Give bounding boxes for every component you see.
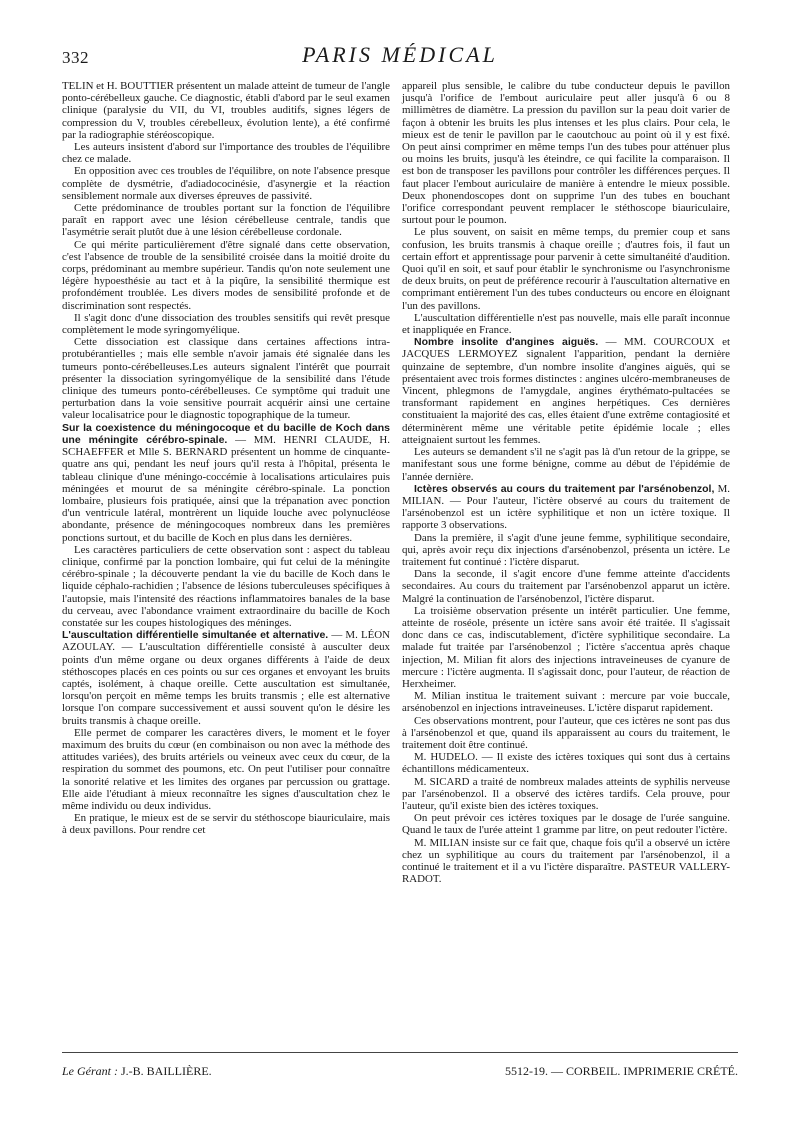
paragraph — [62, 629, 390, 727]
printer-line: 5512-19. — CORBEIL. IMPRIMERIE CRÉTÉ. — [505, 1064, 738, 1078]
footer-rule — [62, 1052, 738, 1053]
paragraph — [402, 690, 730, 714]
paragraph-text: appareil plus sensible, le calibre du tube conducteur depuis le pavillon jusqu'à l'orifice de l'embout auriculaire peut aller jusqu'à 6 ou 8 millimètres de diamètre. La pression du pavillon sur la peau doit varier de façon à obtenir les bruits les plus intenses et les plus clairs. Pour cela, le mieux est de tenir le pavillon par le caoutchouc au point où il y est fixé. On peut ainsi comprimer en même temps l'un des tubes pour atténuer plus ou moins les bruits, jusqu'à les éteindre, ce qui facilite la comparaison. Il est bon de transposer les pavillons pour contrôler les différences perçues. Il faut placer l'embout auriculaire de manière à entendre le mieux possible. Deux phonendoscopes dont on supprime l'un des tubes en bouchant l'orifice correspondant peuvent remplacer le stéthoscope biauriculaire, surtout pour le poumon. — [402, 80, 730, 227]
page-number: 332 — [62, 48, 89, 67]
paragraph-text: — M. LÉON AZOULAY. — L'auscultation différentielle consisté à ausculter deux points d'un même organe ou deux organes différents à l'aide de deux stéthoscopes placés en ces points ou sur ces organes et envoyant les bruits captés, isolément, à chaque oreille. Cette auscultation est simultanée, lorsqu'on perçoit en même temps les bruits transmis ; elle est alternative lorsque l'on compare successivement et aussi souvent qu'on le désire les bruits transmis à chaque oreille. — [62, 629, 391, 727]
section-lead: L'auscultation différentielle simultanée et alternative. — [62, 629, 329, 642]
paragraph — [62, 80, 390, 141]
paragraph — [62, 422, 390, 544]
paragraph — [402, 312, 730, 336]
paragraph — [402, 751, 730, 775]
section-lead: Nombre insolite d'angines aiguës. — [414, 336, 599, 349]
paragraph-text: Ce qui mérite particulièrement d'être signalé dans cette observation, c'est l'absence de trouble de la sensibilité croisée dans la moitié droite du corps, prédominant au membre supérieur. Tandis qu'on note seulement une légère hypoesthésie au tact et à la piqûre, la sensibilité thermique est profondément troublée. Les divers modes de sensibilité profonde et de discrimination sont respectés. — [62, 238, 390, 312]
paragraph — [402, 715, 730, 752]
section-lead: Ictères observés au cours du traitement par l'arsénobenzol, — [414, 482, 715, 495]
paragraph — [62, 165, 390, 202]
gerant-label: Le Gérant : — [62, 1064, 118, 1078]
paragraph-text: — MM. HENRI CLAUDE, H. SCHAEFFER et Mlle S. BERNARD présentent un homme de cinquante-quatre ans qui, pendant les neuf jours qu'il resta à l'hôpital, présenta le tableau clinique d'une méningo-coccémie à localisations articulaires puis méningées et mourut de sa méningite cérébro-spinale. La ponction lombaire, plusieurs fois pratiquée, ainsi que la trépanation avec ponction d'un ventricule latéral, montrèrent un liquide louche avec polynucléose abondante, présence de méningocoques nombreux dans les premières ponctions surtout, et du bacille de Koch en plus dans les dernières. — [62, 433, 391, 544]
paragraph — [62, 812, 390, 836]
paragraph-text: En pratique, le mieux est de se servir du stéthoscope biauriculaire, mais à deux pavillons. Pour rendre cet — [62, 812, 390, 837]
paragraph-text: L'auscultation différentielle n'est pas nouvelle, mais elle paraît inconnue et inappliquée en France. — [402, 311, 730, 337]
paragraph-text: — MM. COURCOUX et JACQUES LERMOYEZ signalent l'apparition, pendant la dernière quinzaine de septembre, d'un nombre insolite d'angines aiguës, qui se présentaient avec trois formes distinctes : angines ulcéro-membraneuses de Vincent, phlegmons de l'amygdale, angines érythémato-pultacées se transformant rapidement en angines herpétiques. Ces dernières constituaient la majorité des cas, elles étaient d'une extrême contagiosité et déterminèrent même une véritable petite épidémie locale ; elles atteignaient surtout les femmes. — [402, 336, 730, 446]
running-title: PARIS MÉDICAL — [302, 42, 498, 67]
paragraph — [402, 336, 730, 446]
paragraph-text: M. SICARD a traité de nombreux malades atteints de syphilis nerveuse par l'arsénobenzol. Il a observé des ictères tardifs. Cela prouve, pour l'auteur, qu'il existe bien des ictères toxiques. — [402, 775, 730, 812]
paragraph — [62, 727, 390, 812]
paragraph — [402, 483, 730, 532]
paragraph-text: TELIN et H. BOUTTIER présentent un malade atteint de tumeur de l'angle ponto-cérébelleux gauche. Ce diagnostic, établi d'abord par le seul examen clinique (paralysie du VII, du VI, troubles auditifs, signes légers de compression du V, troubles cérebelleux, évolution lente), a été confirmé par la radiographie stéréoscopique. — [62, 80, 390, 141]
paragraph — [402, 226, 730, 311]
paragraph — [62, 336, 390, 421]
page-header — [62, 40, 738, 74]
paragraph-text: Les auteurs insistent d'abord sur l'importance des troubles de l'équilibre chez ce malade. — [62, 141, 390, 166]
paragraph — [402, 837, 730, 886]
right-column — [402, 80, 730, 885]
paragraph — [62, 202, 390, 239]
paragraph — [62, 141, 390, 165]
section-lead: Sur la coexistence du méningocoque et du bacille de Koch dans une méningite cérébro-spinale. — [62, 421, 390, 446]
paragraph-text: Elle permet de comparer les caractères divers, le moment et le foyer maximum des bruits du cœur (en combinaison ou non avec la méthode des attitudes variées), des bruits artériels ou veineux avec ceux du cœur, de la respiration du sommet des poumons, etc. On peut l'utiliser pour connaître la sonorité relative et les limites des organes par percussion ou grattage. Elle aide l'étudiant à mieux reconnaître les signes d'auscultation chez le même individu ou deux individus. — [62, 726, 390, 812]
paragraph — [62, 239, 390, 312]
gerant-name: J.-B. BAILLIÈRE. — [121, 1064, 212, 1078]
paragraph-text: M. MILIAN. — Pour l'auteur, l'ictère observé au cours du traitement de l'arsénobenzol est un ictère syphilitique et non un ictère toxique. Il rapporte 3 observations. — [402, 482, 730, 532]
paragraph-text: On peut prévoir ces ictères toxiques par le dosage de l'urée sanguine. Quand le taux de l'urée atteint 1 gramme par litre, on peut redouter l'ictère. — [402, 812, 730, 837]
paragraph-text: Cette prédominance de troubles portant sur la fonction de l'équilibre paraît en rapport avec une lésion cérébelleuse centrale, tandis que l'asymétrie serait plutôt due à une lésion cérébelleuse cordonale. — [62, 202, 390, 239]
paragraph — [402, 776, 730, 813]
paragraph — [402, 532, 730, 569]
paragraph — [402, 80, 730, 226]
paragraph — [62, 544, 390, 629]
paragraph — [402, 568, 730, 605]
paragraph — [402, 812, 730, 836]
paragraph — [62, 312, 390, 336]
paragraph-text: M. MILIAN insiste sur ce fait que, chaque fois qu'il a observé un ictère chez un syphilitique au cours du traitement par l'arsénobenzol, il a continué le traitement et il a vu l'ictère disparaître. PASTEUR VALLERY-RADOT. — [402, 836, 730, 886]
paragraph-text: Dans la première, il s'agit d'une jeune femme, syphilitique secondaire, qui, après avoir reçu dix injections d'arsénobenzol, présenta un ictère. Le traitement fut continué : l'ictère disparut. — [402, 531, 730, 568]
gerant-line — [62, 1064, 212, 1079]
paragraph — [402, 605, 730, 690]
paragraph-text: M. HUDELO. — Il existe des ictères toxiques qui sont dus à certains échantillons médicamenteux. — [402, 751, 730, 776]
paragraph-text: M. Milian institua le traitement suivant : mercure par voie buccale, arsénobenzol en injections intraveineuses. L'ictère disparut rapidement. — [402, 690, 730, 715]
paragraph-text: En opposition avec ces troubles de l'équilibre, on note l'absence presque complète de dysmétrie, d'adiadococinésie, d'asynergie et la réaction sensiblement normale aux diverses épreuves de passivité. — [62, 165, 390, 202]
paragraph-text: Cette dissociation est classique dans certaines affections intra-protubérantielles ; mais elle semble n'avoir jamais été signalée dans les tumeurs ponto-cérébelleuses.Les auteurs signalent l'intérêt que pourrait présenter la dissociation syringomyélique de la sensibilité dans l'étude clinique des tumeurs ponto-cérébelleuses. Ce symptôme qui traduit une perturbation dans la voie sensitive pourrait acquérir ainsi une certaine valeur localisatrice pour le diagnostic topographique de la tumeur. — [62, 336, 390, 422]
paragraph-text: La troisième observation présente un intérêt particulier. Une femme, atteinte de roséole, présente un ictère sans avoir été traitée. Il s'agissait donc dans ce cas, indiscutablement, d'ictère syphilitique secondaire. La malade fut traitée par l'arsénobenzol ; l'ictère s'accentua après chaque injection, M. Milian fit alors des injections intraveineuses de cyanure de mercure : l'ictère augmenta. Il s'agissait donc, pour l'auteur, de réaction de Herxheimer. — [402, 604, 730, 690]
paragraph-text: Les caractères particuliers de cette observation sont : aspect du tableau clinique, confirmé par la ponction lombaire, qui fut celui de la méningite cérébro-spinale ; la découverte pendant la vie du bacille de Koch dans le liquide céphalo-rachidien ; l'absence de lésions tuberculeuses spécifiques à l'autopsie, mais l'intensité des réactions inflammatoires banales de la base du cerveau, avec l'abondance vraiment extraordinaire du bacille de Koch constatée sur les coupes histologiques des méninges. — [62, 543, 390, 629]
paragraph-text: Les auteurs se demandent s'il ne s'agit pas là d'un retour de la grippe, se manifestant sous une forme bénigne, comme au début de l'épidémie de l'année dernière. — [402, 446, 730, 483]
paragraph-text: Ces observations montrent, pour l'auteur, que ces ictères ne sont pas dus à l'arsénobenzol et que, quand ils apparaissent au cours du traitement, le traitement doit être continué. — [402, 714, 730, 751]
left-column — [62, 80, 390, 837]
paragraph-text: Il s'agit donc d'une dissociation des troubles sensitifs qui revêt presque complètement le mode syringomyélique. — [62, 311, 390, 337]
paragraph — [402, 446, 730, 483]
paragraph-text: Dans la seconde, il s'agit encore d'une femme atteinte d'accidents secondaires. Au cours du traitement par l'arsénobenzol apparut un ictère. Malgré la continuation de l'arsénobenzol, l'ictère disparut. — [402, 568, 730, 605]
paragraph-text: Le plus souvent, on saisit en même temps, du premier coup et sans confusion, les bruits transmis à chaque oreille ; d'autres fois, il faut un certain effort et apprentissage pour parvenir à cette simultanéité d'audition. Quoi qu'il en soit, et sauf pour établir le synchronisme ou l'asynchronisme de deux bruits, on peut de préférence recourir à l'auscultation alternative en comprimant entièrement l'un des tubes conducteurs ou encore en éloignant l'un des pavillons. — [402, 226, 730, 312]
